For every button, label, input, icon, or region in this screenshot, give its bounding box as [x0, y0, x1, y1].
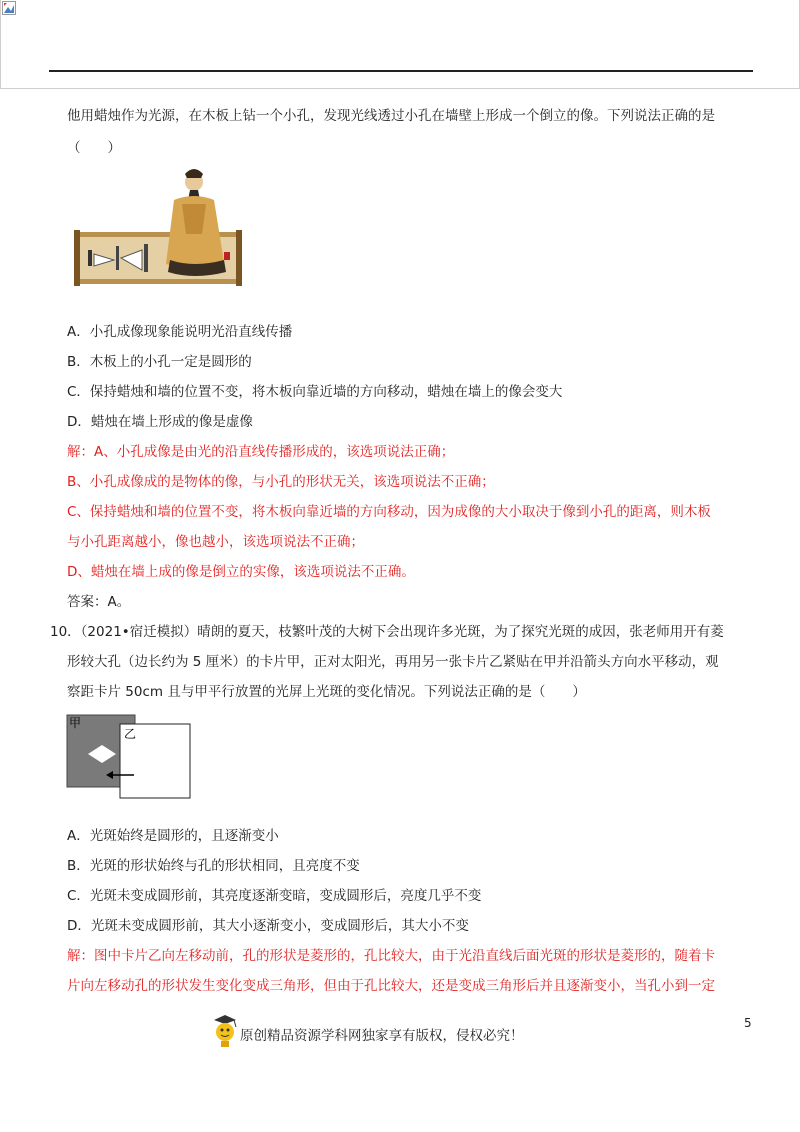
q10-option-d: D．光斑未变成圆形前，其大小逐渐变小，变成圆形后，其大小不变 [67, 918, 469, 934]
q9-option-d: D．蜡烛在墙上形成的像是虚像 [67, 414, 253, 430]
q10-option-a: A．光斑始终是圆形的，且逐渐变小 [67, 828, 279, 844]
q10-solution-line: 解：图中卡片乙向左移动前，孔的形状是菱形的，孔比较大，由于光沿直线后面光斑的形状是菱形的，随着卡 [67, 948, 715, 964]
q9-answer-paren: （ ） [67, 140, 121, 156]
mascot-logo-icon [210, 1014, 240, 1048]
q9-answer: 答案：A。 [67, 594, 131, 610]
q9-option-a: A．小孔成像现象能说明光沿直线传播 [67, 324, 293, 340]
q10-stem-line: 形较大孔（边长约为 5 厘米）的卡片甲，正对太阳光，再用另一张卡片乙紧贴在甲并沿箭头方向水平移动，观 [67, 654, 719, 670]
pinhole-scroll-figure [74, 164, 244, 292]
footer-copyright: 原创精品资源学科网独家享有版权，侵权必究！ [240, 1028, 524, 1044]
q9-solution-line: D、蜡烛在墙上成的像是倒立的实像，该选项说法不正确。 [67, 564, 415, 580]
q9-solution-line: 解：A、小孔成像是由光的沿直线传播形成的，该选项说法正确； [67, 444, 455, 460]
card-diagram [66, 714, 192, 800]
broken-image-icon [2, 1, 16, 15]
q10-option-b: B．光斑的形状始终与孔的形状相同，且亮度不变 [67, 858, 360, 874]
header-rule [49, 70, 753, 72]
page-number: 5 [744, 1016, 752, 1030]
q10-stem-line: 10．（2021•宿迁模拟）晴朗的夏天，枝繁叶茂的大树下会出现许多光斑，为了探究光斑的成因，张老师用开有菱 [50, 624, 724, 640]
q9-stem-line: 他用蜡烛作为光源，在木板上钻一个小孔，发现光线透过小孔在墙壁上形成一个倒立的像。下列说法正确的是 [67, 108, 715, 124]
card-a-label: 甲 [69, 716, 82, 730]
q9-option-b: B．木板上的小孔一定是圆形的 [67, 354, 252, 370]
q10-option-c: C．光斑未变成圆形前，其亮度逐渐变暗，变成圆形后，亮度几乎不变 [67, 888, 482, 904]
q9-solution-line: B、小孔成像成的是物体的像，与小孔的形状无关，该选项说法不正确； [67, 474, 495, 490]
page-header [0, 0, 800, 89]
q9-solution-line: 与小孔距离越小，像也越小，该选项说法不正确； [67, 534, 364, 550]
q10-stem-line: 察距卡片 50cm 且与甲平行放置的光屏上光斑的变化情况。下列说法正确的是（ ） [67, 684, 586, 700]
q10-solution-line: 片向左移动孔的形状发生变化变成三角形，但由于孔比较大，还是变成三角形后并且逐渐变小，当孔小到一定 [67, 978, 715, 994]
q9-option-c: C．保持蜡烛和墙的位置不变，将木板向靠近墙的方向移动，蜡烛在墙上的像会变大 [67, 384, 563, 400]
q9-solution-line: C、保持蜡烛和墙的位置不变，将木板向靠近墙的方向移动，因为成像的大小取决于像到小孔的距离，则木板 [67, 504, 711, 520]
card-b-label: 乙 [124, 727, 137, 741]
